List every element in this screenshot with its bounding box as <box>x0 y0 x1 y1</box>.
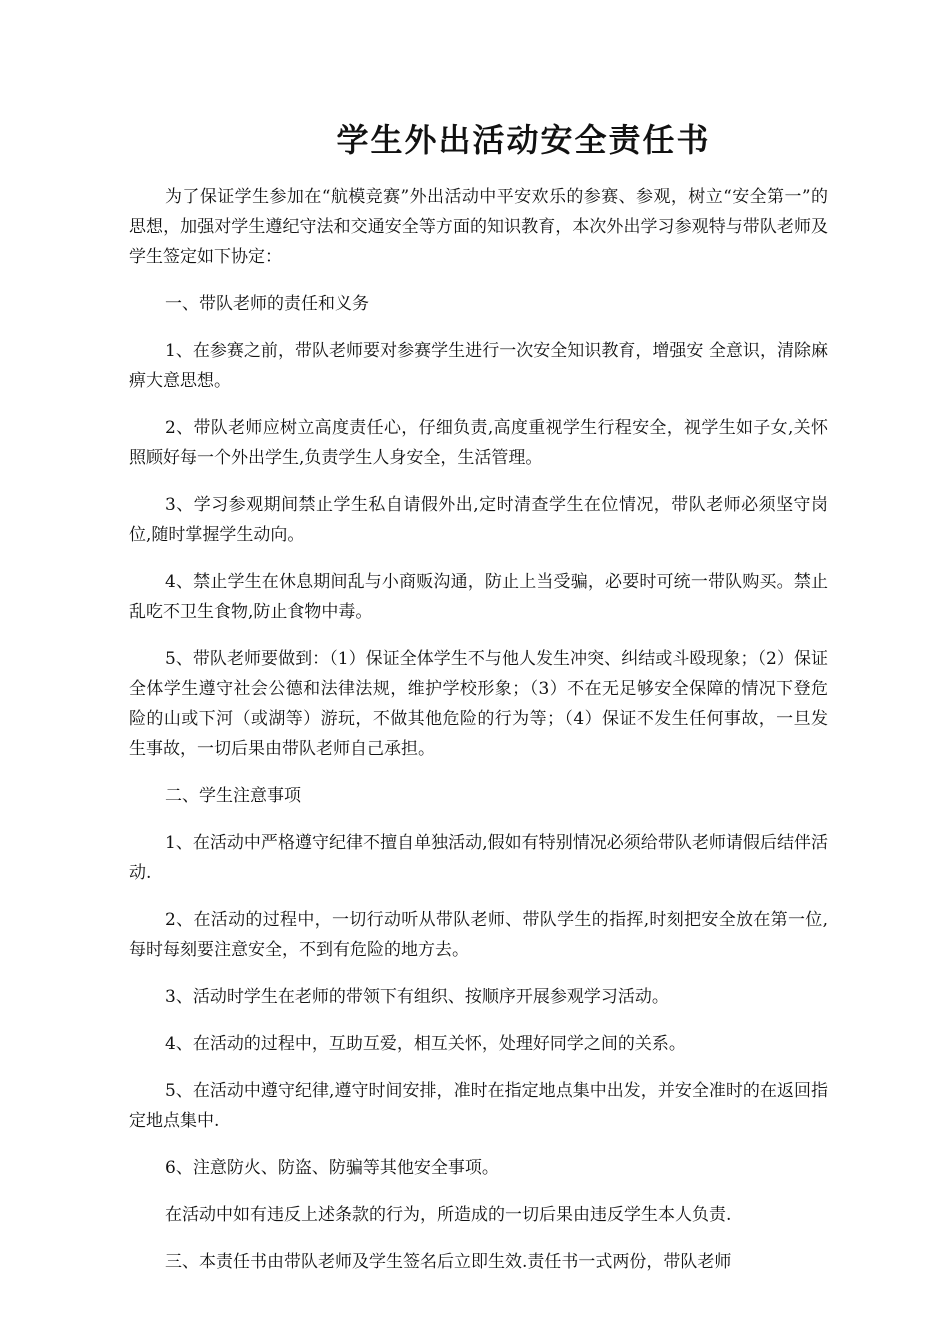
section-2-item: 5、在活动中遵守纪律,遵守时间安排，准时在指定地点集中出发，并安全准时的在返回指定地点集中. <box>129 1081 828 1131</box>
section-2-item: 2、在活动的过程中，一切行动听从带队老师、带队学生的指挥,时刻把安全放在第一位,每时每刻要注意安全，不到有危险的地方去。 <box>129 910 828 960</box>
section-1-heading: 一、带队老师的责任和义务 <box>165 294 369 314</box>
section-3-heading: 三、本责任书由带队老师及学生签名后立即生效.责任书一式两份，带队老师 <box>165 1252 732 1272</box>
document-title: 学生外出活动安全责任书 <box>336 121 711 159</box>
section-1-item: 4、禁止学生在休息期间乱与小商贩沟通，防止上当受骗，必要时可统一带队购买。禁止乱吃不卫生食物,防止食物中毒。 <box>129 572 828 622</box>
section-2-heading: 二、学生注意事项 <box>165 786 301 806</box>
intro-paragraph: 为了保证学生参加在“航模竞赛”外出活动中平安欢乐的参赛、参观，树立“安全第一”的思想，加强对学生遵纪守法和交通安全等方面的知识教育，本次外出学习参观特与带队老师及学生签定如下协定： <box>129 187 828 267</box>
section-1-item: 5、带队老师要做到：（1）保证全体学生不与他人发生冲突、纠结或斗殴现象；（2）保证全体学生遵守社会公德和法律法规，维护学校形象；（3）不在无足够安全保障的情况下登危险的山或下河（或湖等）游玩，不做其他危险的行为等；（4）保证不发生任何事故，一旦发生事故，一切后果由带队老师自己承担。 <box>129 649 828 759</box>
section-2-item: 3、活动时学生在老师的带领下有组织、按顺序开展参观学习活动。 <box>165 987 669 1007</box>
section-2-item: 1、在活动中严格遵守纪律不擅自单独活动,假如有特别情况必须给带队老师请假后结伴活动. <box>129 833 828 883</box>
section-2-item: 6、注意防火、防盗、防骗等其他安全事项。 <box>165 1158 499 1178</box>
section-1-item: 3、学习参观期间禁止学生私自请假外出,定时清查学生在位情况，带队老师必须坚守岗位,随时掌握学生动向。 <box>129 495 828 545</box>
section-1-item: 2、带队老师应树立高度责任心，仔细负责,高度重视学生行程安全，视学生如子女,关怀照顾好每一个外出学生,负责学生人身安全，生活管理。 <box>129 418 828 468</box>
section-1-item: 1、在参赛之前，带队老师要对参赛学生进行一次安全知识教育，增强安 全意识，清除麻痹大意思想。 <box>129 341 828 391</box>
section-2-item: 在活动中如有违反上述条款的行为，所造成的一切后果由违反学生本人负责. <box>165 1205 732 1225</box>
section-2-item: 4、在活动的过程中，互助互爱，相互关怀，处理好同学之间的关系。 <box>165 1034 686 1054</box>
